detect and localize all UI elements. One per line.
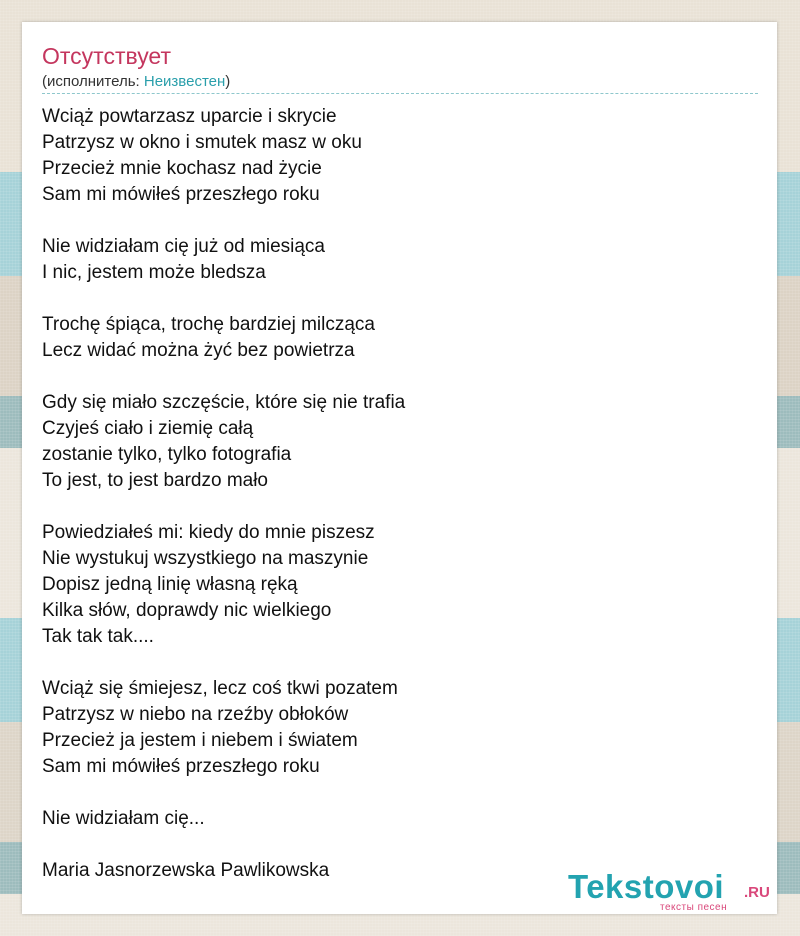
lyric-line: Wciąż się śmiejesz, lecz coś tkwi pozatem: [42, 678, 398, 699]
lyric-line: Przecież ja jestem i niebem i światem: [42, 730, 358, 751]
title-divider: [42, 93, 758, 94]
artist-link[interactable]: Неизвестен: [143, 73, 226, 90]
site-logo[interactable]: [568, 868, 774, 914]
lyrics-author: Maria Jasnorzewska Pawlikowska: [42, 860, 330, 881]
lyric-line: Nie widziałam cię już od miesiąca: [42, 236, 325, 257]
lyric-line: Sam mi mówiłeś przeszłego roku: [42, 756, 320, 777]
lyrics-card: [22, 22, 777, 914]
stanza: [42, 676, 742, 780]
stanza: [42, 806, 742, 832]
lyric-line: Sam mi mówiłeś przeszłego roku: [42, 184, 320, 205]
lyric-line: Dopisz jedną linię własną ręką: [42, 574, 298, 595]
stanza: [42, 104, 742, 208]
lyric-line: Przecież mnie kochasz nad życie: [42, 158, 322, 179]
stanza: [42, 312, 742, 364]
artist-prefix: (исполнитель:: [42, 73, 144, 90]
lyric-line: I nic, jestem może bledsza: [42, 262, 266, 283]
logo-wordmark: Tekstovoi: [568, 868, 725, 905]
lyric-line: Kilka słów, doprawdy nic wielkiego: [42, 600, 332, 621]
lyric-line: Czyjeś ciało i ziemię całą: [42, 418, 254, 439]
lyric-line: Wciąż powtarzasz uparcie i skrycie: [42, 106, 337, 127]
lyric-line: Gdy się miało szczęście, które się nie trafia: [42, 392, 406, 413]
lyric-line: Tak tak tak....: [42, 626, 154, 647]
stanza: [42, 234, 742, 286]
lyric-line: Trochę śpiąca, trochę bardziej milcząca: [42, 314, 375, 335]
logo-domain-suffix: .RU: [744, 884, 770, 901]
logo-tagline: тексты песен: [660, 902, 728, 913]
lyric-line: Nie widziałam cię...: [42, 808, 205, 829]
song-title: Отсутствует: [42, 43, 171, 69]
lyric-line: To jest, to jest bardzo mało: [42, 470, 268, 491]
lyric-line: Powiedziałeś mi: kiedy do mnie piszesz: [42, 522, 375, 543]
lyric-line: Patrzysz w niebo na rzeźby obłoków: [42, 704, 349, 725]
artist-suffix: ): [225, 73, 231, 90]
lyrics-text: [42, 104, 742, 910]
stanza: [42, 520, 742, 650]
lyric-line: Lecz widać można żyć bez powietrza: [42, 340, 355, 361]
lyric-line: Nie wystukuj wszystkiego na maszynie: [42, 548, 369, 569]
stanza: [42, 390, 742, 494]
lyric-line: zostanie tylko, tylko fotografia: [42, 444, 292, 465]
lyric-line: Patrzysz w okno i smutek masz w oku: [42, 132, 362, 153]
artist-line: [42, 73, 230, 91]
